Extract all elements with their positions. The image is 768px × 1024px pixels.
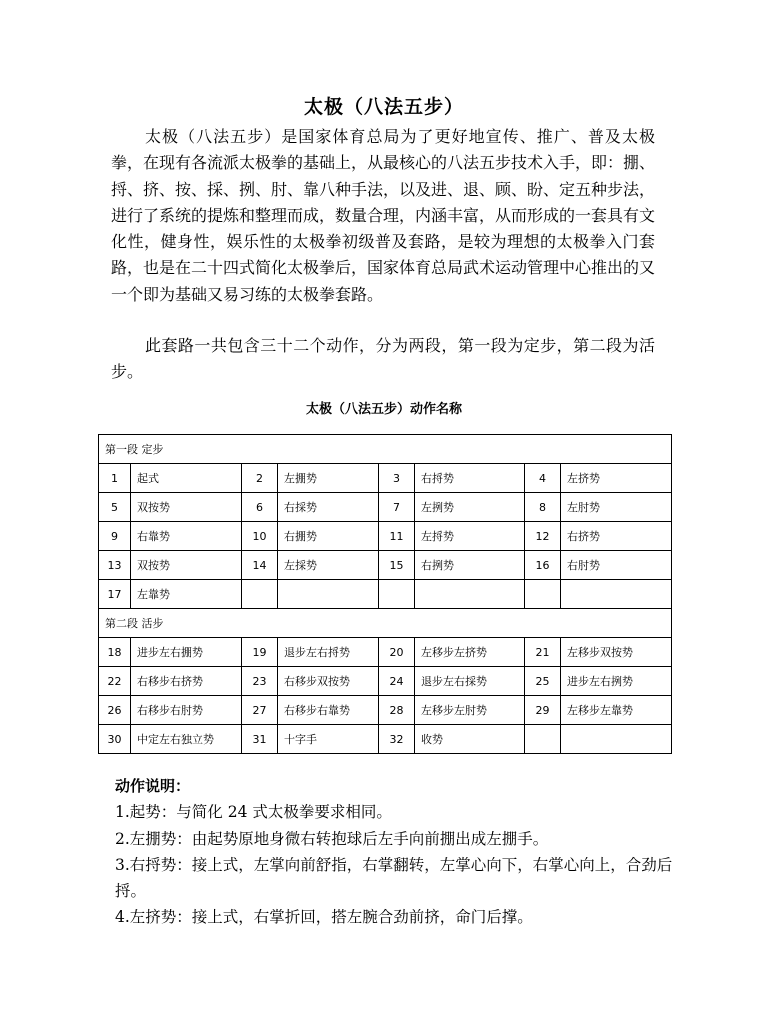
move-name: 左挤势	[561, 464, 672, 493]
note-item: 4.左挤势：接上式，右掌折回，搭左腕合劲前挤，命门后撑。	[115, 908, 533, 927]
move-name: 左採势	[278, 551, 379, 580]
section-label: 第二段 活步	[99, 609, 672, 638]
move-name: 十字手	[278, 725, 379, 754]
move-name: 右捋势	[415, 464, 525, 493]
move-name: 左移步左靠势	[561, 696, 672, 725]
move-number: 22	[99, 667, 131, 696]
move-name: 右移步双按势	[278, 667, 379, 696]
move-number: 23	[242, 667, 278, 696]
document-title: 太极（八法五步）	[303, 96, 464, 118]
move-number: 17	[99, 580, 131, 609]
move-name: 左靠势	[131, 580, 242, 609]
move-name: 右移步右挤势	[131, 667, 242, 696]
move-number: 25	[525, 667, 561, 696]
move-name: 退步左右採势	[415, 667, 525, 696]
move-number: 32	[379, 725, 415, 754]
table-title: 太极（八法五步）动作名称	[305, 402, 462, 417]
move-name: 左移步左挤势	[415, 638, 525, 667]
table-row	[99, 667, 672, 696]
move-number: 14	[242, 551, 278, 580]
intro-paragraph: 此套路一共包含三十二个动作，分为两段，第一段为定步，第二段为活步。	[111, 336, 655, 382]
notes-heading: 动作说明：	[115, 777, 191, 795]
move-number: 4	[525, 464, 561, 493]
move-name: 双按势	[131, 551, 242, 580]
move-number	[525, 725, 561, 754]
move-name: 右挤势	[561, 522, 672, 551]
move-number: 5	[99, 493, 131, 522]
move-name	[278, 580, 379, 609]
move-number: 9	[99, 522, 131, 551]
move-name: 中定左右独立势	[131, 725, 242, 754]
move-name: 右肘势	[561, 551, 672, 580]
move-name: 左移步双按势	[561, 638, 672, 667]
move-name	[415, 580, 525, 609]
move-number: 7	[379, 493, 415, 522]
move-number: 19	[242, 638, 278, 667]
move-name: 左掤势	[278, 464, 379, 493]
move-number: 30	[99, 725, 131, 754]
move-name: 进步左右挒势	[561, 667, 672, 696]
move-number: 6	[242, 493, 278, 522]
move-name	[561, 580, 672, 609]
move-number: 1	[99, 464, 131, 493]
move-number	[379, 580, 415, 609]
move-number: 29	[525, 696, 561, 725]
move-name	[561, 725, 672, 754]
move-number: 12	[525, 522, 561, 551]
move-number: 16	[525, 551, 561, 580]
note-item: 3.右捋势：接上式，左掌向前舒指，右掌翻转，左掌心向下，右掌心向上，合劲后捋。	[115, 855, 673, 901]
table-row	[99, 464, 672, 493]
move-name: 进步左右掤势	[131, 638, 242, 667]
move-number: 2	[242, 464, 278, 493]
move-name: 起式	[131, 464, 242, 493]
move-number: 3	[379, 464, 415, 493]
move-name: 退步左右捋势	[278, 638, 379, 667]
move-name: 双按势	[131, 493, 242, 522]
table-row	[99, 551, 672, 580]
move-name: 左挒势	[415, 493, 525, 522]
move-name: 右挒势	[415, 551, 525, 580]
move-name: 左移步左肘势	[415, 696, 525, 725]
move-number: 31	[242, 725, 278, 754]
move-number	[242, 580, 278, 609]
table-row	[99, 493, 672, 522]
section-header-row	[99, 609, 672, 638]
section-header-row	[99, 435, 672, 464]
move-notes	[115, 773, 675, 931]
move-number: 11	[379, 522, 415, 551]
move-number: 20	[379, 638, 415, 667]
section-label: 第一段 定步	[99, 435, 672, 464]
table-row	[99, 725, 672, 754]
table-row	[99, 522, 672, 551]
move-number: 24	[379, 667, 415, 696]
move-name: 右掤势	[278, 522, 379, 551]
table-row	[99, 580, 672, 609]
move-number: 28	[379, 696, 415, 725]
moves-table	[98, 434, 672, 754]
move-name: 左捋势	[415, 522, 525, 551]
move-number: 26	[99, 696, 131, 725]
table-row	[99, 696, 672, 725]
move-name: 右靠势	[131, 522, 242, 551]
move-name: 右移步右肘势	[131, 696, 242, 725]
move-number	[525, 580, 561, 609]
move-number: 10	[242, 522, 278, 551]
move-name: 左肘势	[561, 493, 672, 522]
intro-paragraph: 太极（八法五步）是国家体育总局为了更好地宣传、推广、普及太极拳，在现有各流派太极拳的基础上，从最核心的八法五步技术入手，即：掤、捋、挤、按、採、挒、肘、靠八种手法，以及进、退、顾、盼、定五种步法，进行了系统的提炼和整理而成，数量合理，内涵丰富，从而形成的一套具有文化性，健身性，娱乐性的太极拳初级普及套路，是较为理想的太极拳入门套路，也是在二十四式简化太极拳后，国家体育总局武术运动管理中心推出的又一个即为基础又易习练的太极拳套路。	[111, 127, 656, 304]
move-number: 15	[379, 551, 415, 580]
move-name: 右移步右靠势	[278, 696, 379, 725]
move-number: 13	[99, 551, 131, 580]
note-item: 1.起势：与简化 24 式太极拳要求相同。	[115, 803, 392, 822]
note-item: 2.左掤势：由起势原地身微右转抱球后左手向前掤出成左掤手。	[115, 829, 549, 848]
move-name: 收势	[415, 725, 525, 754]
move-number: 8	[525, 493, 561, 522]
move-name: 右採势	[278, 493, 379, 522]
move-number: 18	[99, 638, 131, 667]
move-number: 21	[525, 638, 561, 667]
move-number: 27	[242, 696, 278, 725]
table-row	[99, 638, 672, 667]
